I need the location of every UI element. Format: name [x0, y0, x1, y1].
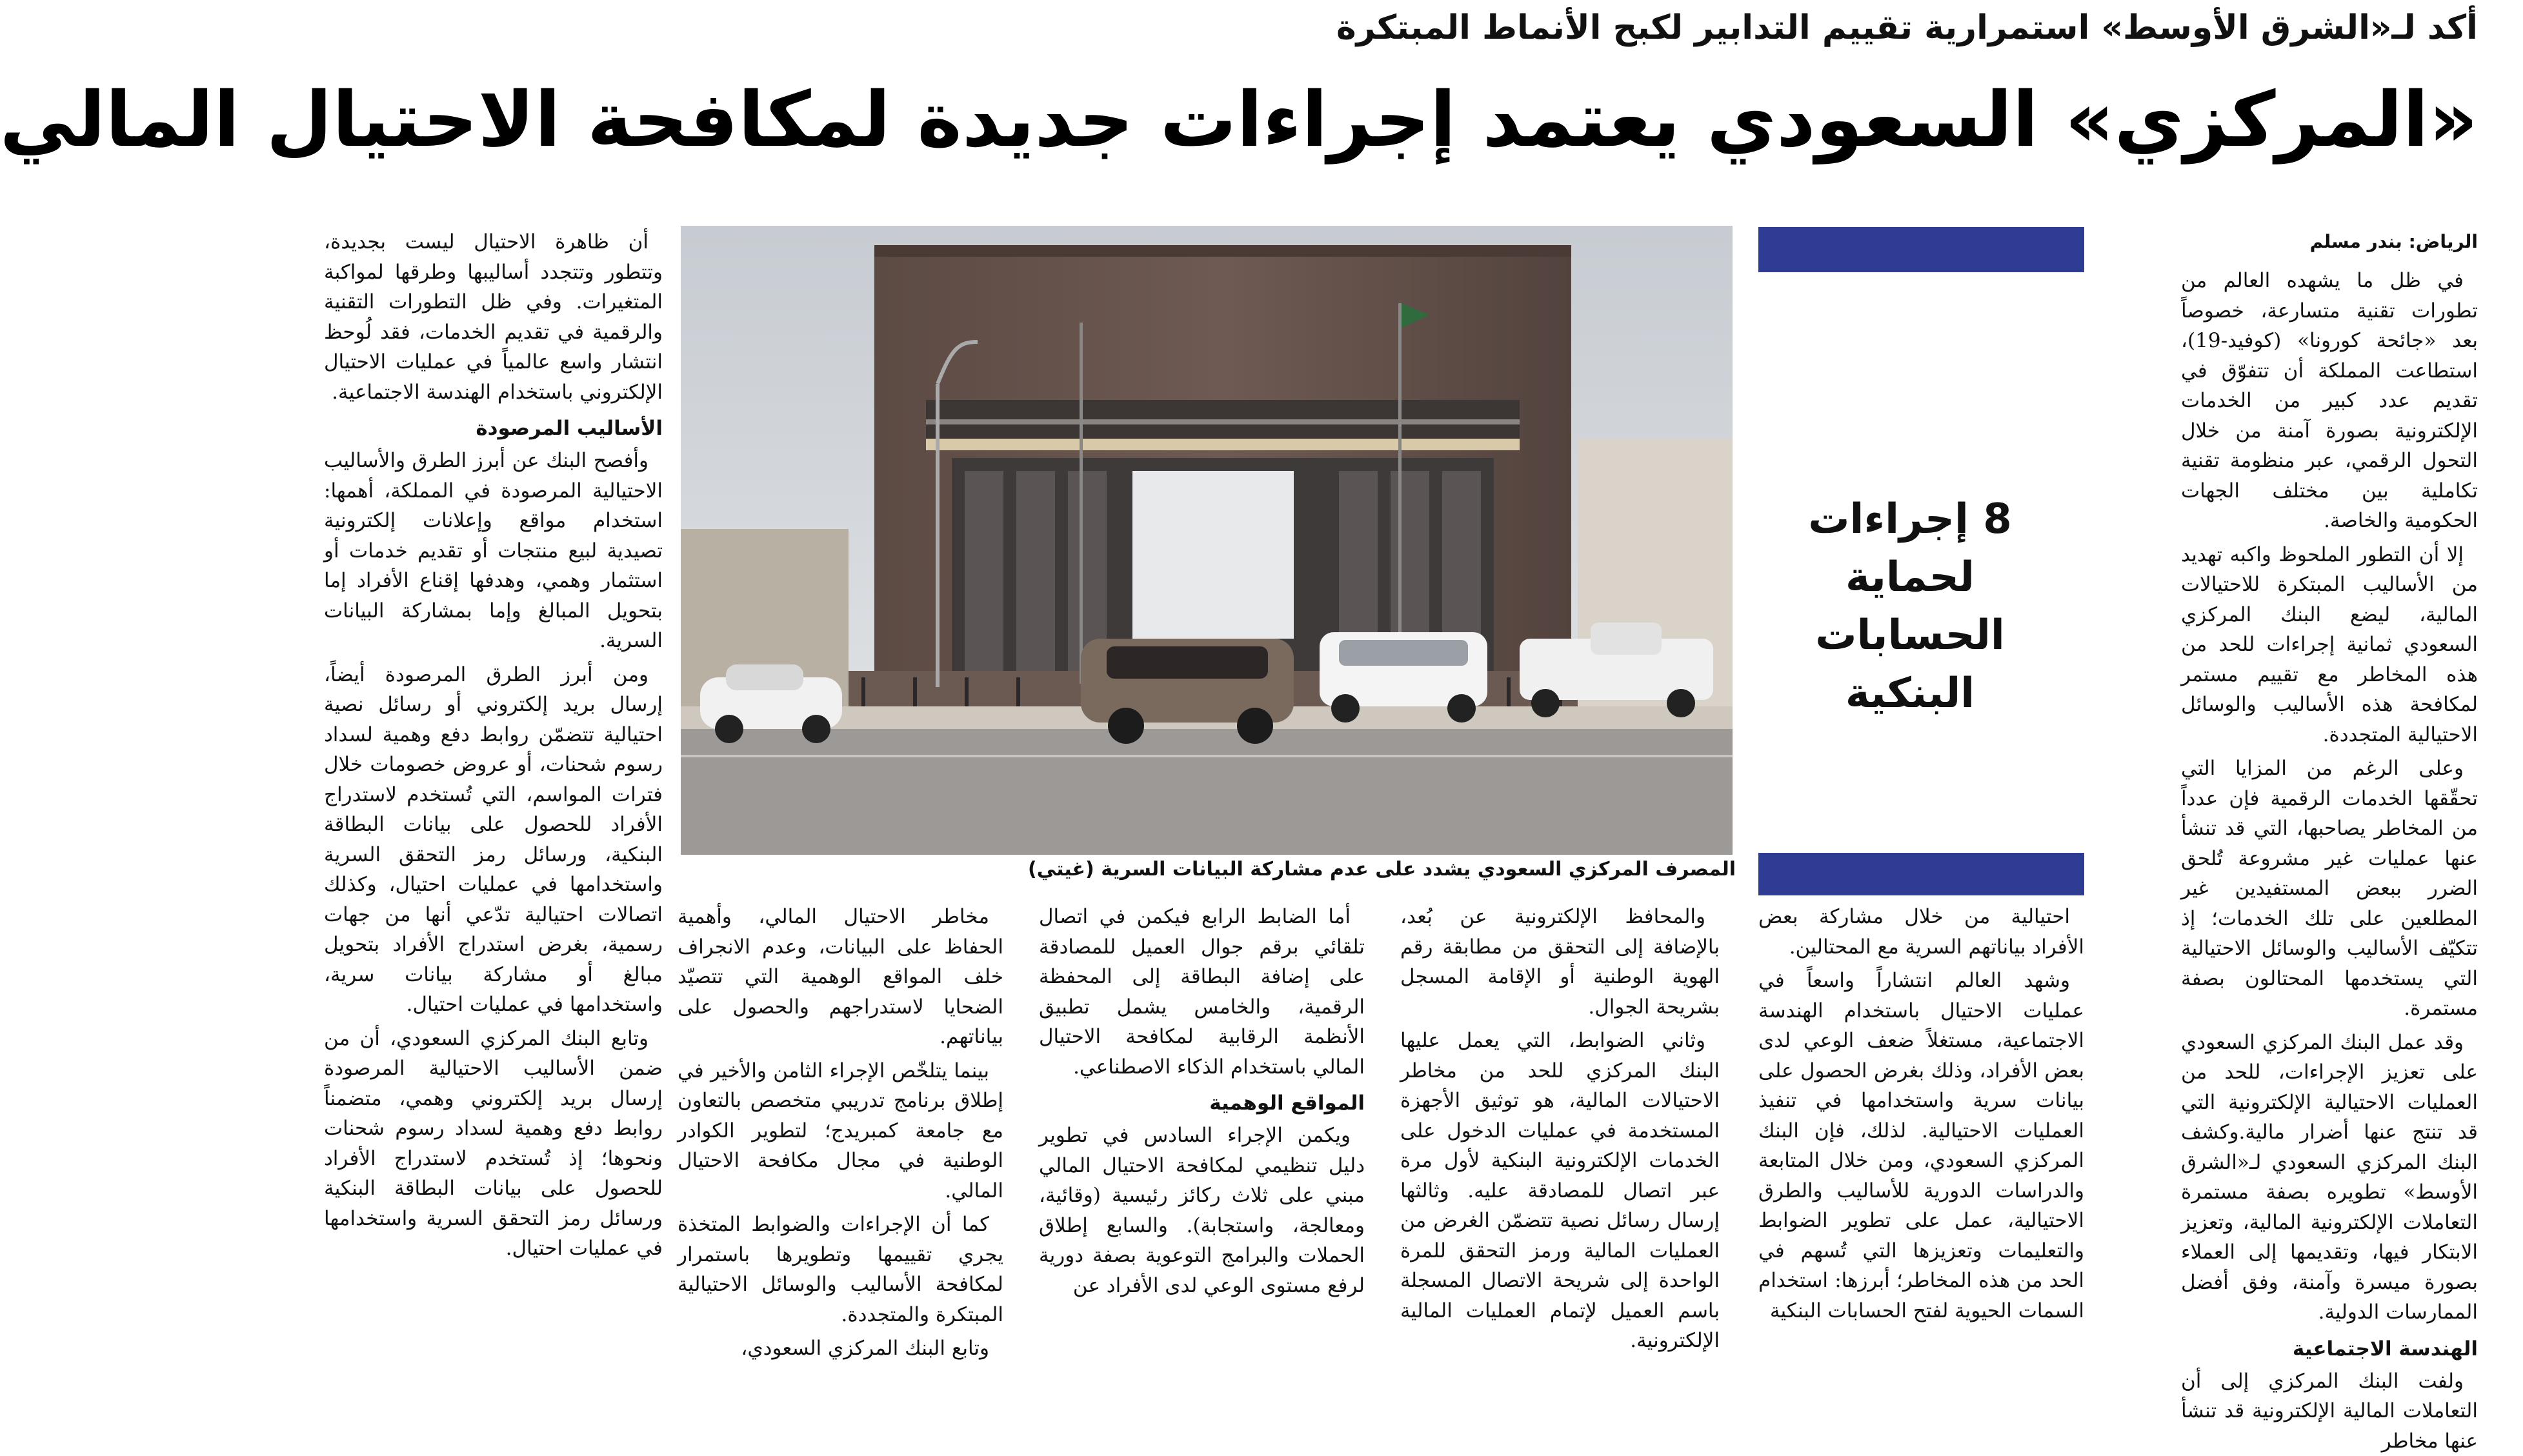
- accent-bar-top: [1758, 227, 2084, 272]
- paragraph: وعلى الرغم من المزايا التي تحقّقها الخدمات الرقمية فإن عدداً من المخاطر يصاحبها، التي قد تنشأ عنها عمليات غير مشروعة تُلحق الضرر ببعض المستفيدين غير المطلعين على تلك الخدمات؛ إذ تتكيّف الأساليب والوسائل الاحتيالية التي يستخدمها المحتالون بصفة مستمرة.: [2181, 753, 2478, 1024]
- paragraph: أن ظاهرة الاحتيال ليست بجديدة، وتتطور وتتجدد أساليبها وطرقها لمواكبة المتغيرات. وفي ظل التطورات التقنية والرقمية في تقديم الخدمات، فقد لُوحظ انتشار واسع عالمياً في عمليات الاحتيال الإلكتروني باستخدام الهندسة الاجتماعية.: [324, 227, 663, 407]
- column-3-text: [1400, 902, 1720, 1356]
- paragraph: كما أن الإجراءات والضوابط المتخذة يجري تقييمها وتطويرها باستمرار لمكافحة الأساليب والوسائل الاحتيالية المبتكرة والمتجددة.: [678, 1210, 1003, 1330]
- paragraph: أما الضابط الرابع فيكمن في اتصال تلقائي برقم جوال العميل للمصادقة على إضافة البطاقة إلى المحفظة الرقمية، والخامس يشمل تطبيق الأنظمة الرقابية لمكافحة الاحتيال المالي باستخدام الذكاء الاصطناعي.: [1039, 902, 1365, 1082]
- column-5-text: [678, 902, 1003, 1364]
- byline: الرياض: بندر مسلم: [2181, 227, 2478, 257]
- article-column-5: [678, 902, 1003, 1337]
- paragraph: في ظل ما يشهده العالم من تطورات تقنية متسارعة، خصوصاً بعد «جائحة كورونا» (كوفيد-19)، استطاعت المملكة أن تتفوّق في تقديم عدد كبير من الخدمات الإلكترونية بصورة آمنة من خلال التحول الرقمي، عبر منظومة تقنية تكاملية بين مختلف الجهات الحكومية والخاصة.: [2181, 266, 2478, 536]
- paragraph: وأفصح البنك عن أبرز الطرق والأساليب الاحتيالية المرصودة في المملكة، أهمها: استخدام مواقع وإعلانات إلكترونية تصيدية لبيع منتجات أو تقديم خدمات أو استثمار وهمي، وهدفها إقناع الأفراد إما بتحويل المبالغ وإما بمشاركة البيانات السرية.: [324, 446, 663, 656]
- paragraph: بينما يتلخّص الإجراء الثامن والأخير في إطلاق برنامج تدريبي متخصص بالتعاون مع جامعة كمبريدج؛ لتطوير الكوادر الوطنية في مجال مكافحة الاحتيال المالي.: [678, 1056, 1003, 1206]
- callout-line-1: 8 إجراءات لحماية: [1749, 490, 2071, 606]
- article-column-2: [1758, 902, 2084, 1337]
- column-6-text: [324, 227, 663, 1264]
- paragraph: ويكمن الإجراء السادس في تطوير دليل تنظيمي لمكافحة الاحتيال المالي مبني على ثلاث ركائز رئيسية (وقائية، ومعالجة، واستجابة). والسابع إطلاق الحملات والبرامج التوعوية بصفة دورية لرفع مستوى الوعي لدى الأفراد عن: [1039, 1121, 1365, 1301]
- building-photo: [681, 226, 1733, 855]
- article-column-6: [324, 227, 663, 1337]
- paragraph: ومن أبرز الطرق المرصودة أيضاً، إرسال بريد إلكتروني أو رسائل نصية احتيالية تتضمّن روابط دفع وهمية لسداد رسوم شحنات، أو عروض خصومات خلال فترات المواسم، التي تُستخدم لاستدراج الأفراد للحصول على بيانات البطاقة البنكية، ورسائل رمز التحقق السرية واستخدامها في عمليات احتيال، وكذلك اتصالات احتيالية تدّعي أنها من جهات رسمية، بغرض استدراج الأفراد بتحويل مبالغ أو مشاركة بيانات سرية، واستخدامها في عمليات احتيال.: [324, 660, 663, 1020]
- paragraph: والمحافظ الإلكترونية عن بُعد، بالإضافة إلى التحقق من مطابقة رقم الهوية الوطنية أو الإقامة المسجل بشريحة الجوال.: [1400, 902, 1720, 1022]
- subheading: الهندسة الاجتماعية: [2181, 1334, 2478, 1364]
- paragraph: وثاني الضوابط، التي يعمل عليها البنك المركزي للحد من مخاطر الاحتيالات المالية، هو توثيق الأجهزة المستخدمة في عمليات الدخول على الخدمات الإلكترونية البنكية لأول مرة عبر اتصال للمصادقة عليه. وثالثها إرسال رسائل نصية تتضمّن الغرض من العمليات المالية ورمز التحقق للمرة الواحدة إلى شريحة الاتصال المسجلة باسم العميل لإتمام العمليات المالية الإلكترونية.: [1400, 1026, 1720, 1356]
- article-kicker: أكد لـ«الشرق الأوسط» استمرارية تقييم التدابير لكبح الأنماط المبتكرة: [1278, 6, 2478, 49]
- callout-line-2: الحسابات البنكية: [1749, 606, 2071, 723]
- paragraph: وتابع البنك المركزي السعودي، أن من ضمن الأساليب الاحتيالية المرصودة إرسال بريد إلكتروني وهمي، متضمناً روابط دفع وهمية لسداد رسوم شحنات ونحوها؛ إذ تُستخدم لاستدراج الأفراد للحصول على بيانات البطاقة البنكية ورسائل رمز التحقق السرية واستخدامها في عمليات احتيال.: [324, 1024, 663, 1264]
- building-illustration: [681, 226, 1733, 855]
- paragraph: إلا أن التطور الملحوظ واكبه تهديد من الأساليب المبتكرة للاحتيالات المالية، ليضع البنك المركزي السعودي ثمانية إجراءات للحد من هذه المخاطر مع تقييم مستمر لمكافحة هذه الأساليب والوسائل الاحتيالية المتجددة.: [2181, 540, 2478, 750]
- article-column-1: [2181, 227, 2478, 1337]
- photo-caption: المصرف المركزي السعودي يشدد على عدم مشاركة البيانات السرية (غيتي): [684, 855, 1736, 884]
- accent-bar-bottom: [1758, 853, 2084, 895]
- paragraph: وشهد العالم انتشاراً واسعاً في عمليات الاحتيال باستخدام الهندسة الاجتماعية، مستغلاً ضعف الوعي لدى بعض الأفراد، وذلك بغرض الحصول على بيانات سرية واستخدامها في تنفيذ العمليات الاحتيالية. لذلك، فإن البنك المركزي السعودي، ومن خلال المتابعة والدراسات الدورية للأساليب والطرق الاحتيالية، عمل على تطوير الضوابط والتعليمات وتعزيزها التي تُسهم في الحد من هذه المخاطر؛ أبرزها: استخدام السمات الحيوية لفتح الحسابات البنكية: [1758, 966, 2084, 1326]
- column-4-text: [1039, 902, 1365, 1301]
- paragraph: وتابع البنك المركزي السعودي،: [678, 1333, 1003, 1364]
- paragraph: احتيالية من خلال مشاركة بعض الأفراد بياناتهم السرية مع المحتالين.: [1758, 902, 2084, 962]
- article-column-3: [1400, 902, 1720, 1337]
- paragraph: ولفت البنك المركزي إلى أن التعاملات المالية الإلكترونية قد تنشأ عنها مخاطر: [2181, 1366, 2478, 1456]
- subheading: المواقع الوهمية: [1039, 1088, 1365, 1118]
- article-column-4: [1039, 902, 1365, 1337]
- subheading: الأساليب المرصودة: [324, 414, 663, 443]
- paragraph: مخاطر الاحتيال المالي، وأهمية الحفاظ على البيانات، وعدم الانجراف خلف المواقع الوهمية التي تتصيّد الضحايا لاستدراجهم والحصول على بياناتهم.: [678, 902, 1003, 1052]
- paragraph: وقد عمل البنك المركزي السعودي على تعزيز الإجراءات، للحد من العمليات الاحتيالية الإلكترونية التي قد تنتج عنها أضرار مالية.وكشف البنك المركزي السعودي لـ«الشرق الأوسط» تطويره بصفة مستمرة التعاملات الإلكترونية المالية، وتعزيز الابتكار فيها، وتقديمها إلى العملاء بصورة ميسرة وآمنة، وفق أفضل الممارسات الدولية.: [2181, 1028, 2478, 1328]
- article-headline: «المركزي» السعودي يعتمد إجراءات جديدة لمكافحة الاحتيال المالي: [594, 71, 2478, 168]
- column-1-text: [2181, 266, 2478, 1456]
- column-2-text: [1758, 902, 2084, 1326]
- callout-box: [1749, 490, 2071, 723]
